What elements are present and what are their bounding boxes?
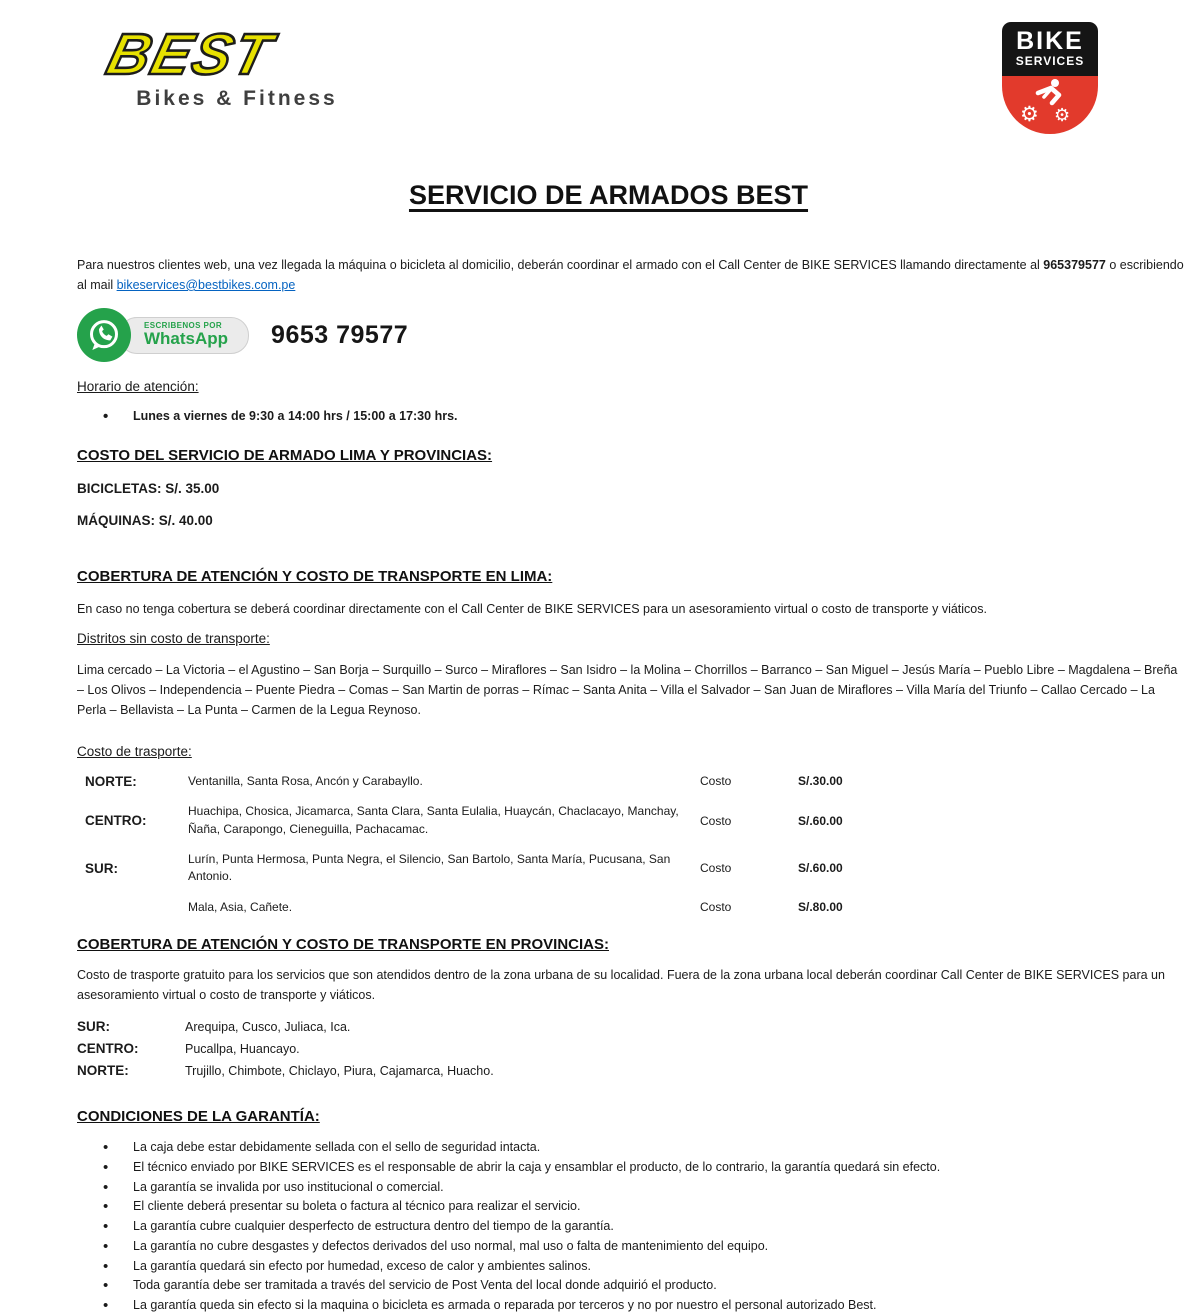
table-row-zones: Lurín, Punta Hermosa, Punta Negra, el Silencio, San Bartolo, Santa María, Pucusana, San Antonio. <box>188 851 671 884</box>
header <box>77 22 1140 134</box>
warranty-item: • El técnico enviado por BIKE SERVICES es el responsable de abrir la caja y ensamblar el producto, de lo contrario, la garantía quedará sin efecto. <box>77 1159 1140 1176</box>
province-region: SUR: <box>77 1019 110 1035</box>
province-cities: Arequipa, Cusco, Juliaca, Ica. <box>185 1019 351 1034</box>
table-row-region: CENTRO: <box>85 813 147 829</box>
table-row-zones: Huachipa, Chosica, Jicamarca, Santa Clara, Santa Eulalia, Huaycán, Chaclacayo, Manchay, Ñaña, Carapongo, Cieneguilla, Pachacamac. <box>188 804 679 836</box>
schedule-list <box>77 408 1140 425</box>
bicycles-cost-line: BICICLETAS: S/. 35.00 <box>77 480 220 496</box>
warranty-item: • El cliente deberá presentar su boleta o factura al técnico para realizar el servicio. <box>77 1198 1140 1215</box>
warranty-item: • La caja debe estar debidamente sellada con el sello de seguridad intacta. <box>77 1139 1140 1156</box>
bike-services-text-bike: BIKE <box>1016 27 1084 55</box>
table-row-cost-label: Costo <box>700 861 732 876</box>
table-row-cost-label: Costo <box>700 774 732 789</box>
whatsapp-badge-line1: ESCRIBENOS POR <box>144 320 223 330</box>
assembly-cost-heading: COSTO DEL SERVICIO DE ARMADO LIMA Y PROVINCIAS: <box>77 446 493 464</box>
bike-services-logo-top <box>1002 22 1098 76</box>
whatsapp-contact-row <box>77 307 1140 363</box>
whatsapp-number: 9653 79577 <box>271 320 409 349</box>
warranty-item: • La garantía queda sin efecto si la maquina o bicicleta es armada o reparada por terceros y no por nuestro el personal autorizado Best. <box>77 1297 1140 1314</box>
table-row-zones: Ventanilla, Santa Rosa, Ancón y Carabayllo. <box>188 773 423 788</box>
table-row-price: S/.60.00 <box>798 861 843 876</box>
schedule-heading: Horario de atención: <box>77 379 199 394</box>
warranty-item: • La garantía no cubre desgastes y defectos derivados del uso normal, mal uso o falta de mantenimiento del equipo. <box>77 1238 1140 1255</box>
intro-text-before-phone: Para nuestros clientes web, una vez llegada la máquina o bicicleta al domicilio, deberán coordinar el armado con el Call Center de BIKE SERVICES llamando directamente al <box>77 258 1044 272</box>
bike-services-logo <box>1002 22 1098 134</box>
best-logo-subtitle: Bikes & Fitness <box>136 87 338 110</box>
gear-icon: ⚙ <box>1020 103 1039 126</box>
whatsapp-badge-line2: WhatsApp <box>144 329 229 349</box>
whatsapp-badge-pill <box>119 317 249 354</box>
districts-heading: Distritos sin costo de transporte: <box>77 630 270 646</box>
province-cities: Trujillo, Chimbote, Chiclayo, Piura, Cajamarca, Huacho. <box>185 1063 494 1078</box>
table-row-zones: Mala, Asia, Cañete. <box>188 899 293 914</box>
page-title: SERVICIO DE ARMADOS BEST <box>408 180 809 210</box>
lima-coverage-heading: COBERTURA DE ATENCIÓN Y COSTO DE TRANSPORTE EN LIMA: <box>77 567 553 585</box>
warranty-item: • La garantía se invalida por uso institucional o comercial. <box>77 1179 1140 1196</box>
table-row-region: SUR: <box>85 860 118 876</box>
intro-text-after-phone: o escribiendo al mail <box>77 258 1184 292</box>
table-row-cost-label: Costo <box>700 900 732 915</box>
intro-paragraph <box>77 255 1185 295</box>
table-row-price: S/.80.00 <box>798 900 843 915</box>
table-row-cost-label: Costo <box>700 813 732 828</box>
transport-cost-heading: Costo de trasporte: <box>77 743 192 759</box>
whatsapp-icon[interactable] <box>77 308 131 362</box>
table-row-price: S/.30.00 <box>798 774 843 789</box>
provinces-region-list <box>77 1019 1140 1078</box>
bike-services-text-services: SERVICES <box>1015 54 1085 68</box>
email-link[interactable]: bikeservices@bestbikes.com.pe <box>116 278 296 292</box>
bike-services-logo-bottom <box>1002 76 1098 134</box>
best-wordmark-icon <box>87 22 387 88</box>
best-bikes-logo <box>87 22 387 111</box>
provinces-coverage-heading: COBERTURA DE ATENCIÓN Y COSTO DE TRANSPORTE EN PROVINCIAS: <box>77 936 609 954</box>
warranty-heading: CONDICIONES DE LA GARANTÍA: <box>77 1108 320 1126</box>
warranty-item: • La garantía quedará sin efecto por humedad, exceso de calor y ambientes salinos. <box>77 1258 1140 1275</box>
districts-list: Lima cercado – La Victoria – el Agustino – San Borja – Surquillo – Surco – Miraflores – San Isidro – la Molina – Chorrillos – Barranco – San Miguel – Jesús María – Pueblo Libre – Magdalena – Breña – Los Olivos – Independencia – Puente Piedra – Comas – San Martin de porras – Rímac – Santa Anita – Villa el Salvador – San Juan de Miraflores – Villa María del Triunfo – Callao Cercado – La Perla – Bellavista – La Punta – Carmen de la Legua Reynoso. <box>77 662 1178 717</box>
transport-cost-table <box>85 773 985 916</box>
intro-phone-number: 965379577 <box>1043 258 1106 272</box>
lima-coverage-paragraph: En caso no tenga cobertura se deberá coordinar directamente con el Call Center de BIKE SERVICES para un asesoramiento virtual o costo de transporte y viáticos. <box>77 601 987 616</box>
warranty-item: • Toda garantía debe ser tramitada a través del servicio de Post Venta del local donde adquirió el producto. <box>77 1277 1140 1294</box>
machines-cost-line: MÁQUINAS: S/. 40.00 <box>77 512 213 528</box>
province-region: CENTRO: <box>77 1041 139 1057</box>
schedule-item: • Lunes a viernes de 9:30 a 14:00 hrs / 15:00 a 17:30 hrs. <box>77 408 1140 425</box>
whatsapp-badge[interactable] <box>119 317 249 354</box>
province-region: NORTE: <box>77 1063 129 1079</box>
provinces-coverage-paragraph: Costo de trasporte gratuito para los servicios que son atendidos dentro de la zona urbana de su localidad. Fuera de la zona urbana local deberán coordinar Call Center de BIKE SERVICES para un asesoramiento virtual o costo de transporte y viáticos. <box>77 968 1165 1003</box>
table-row-price: S/.60.00 <box>798 813 843 828</box>
province-cities: Pucallpa, Huancayo. <box>185 1041 300 1056</box>
warranty-item: • La garantía cubre cualquier desperfecto de estructura dentro del tiempo de la garantía. <box>77 1218 1140 1235</box>
best-logo-text: BEST <box>100 22 280 87</box>
table-row-region: NORTE: <box>85 773 137 789</box>
warranty-list <box>77 1139 1140 1314</box>
gear-icon: ⚙ <box>1054 105 1071 125</box>
